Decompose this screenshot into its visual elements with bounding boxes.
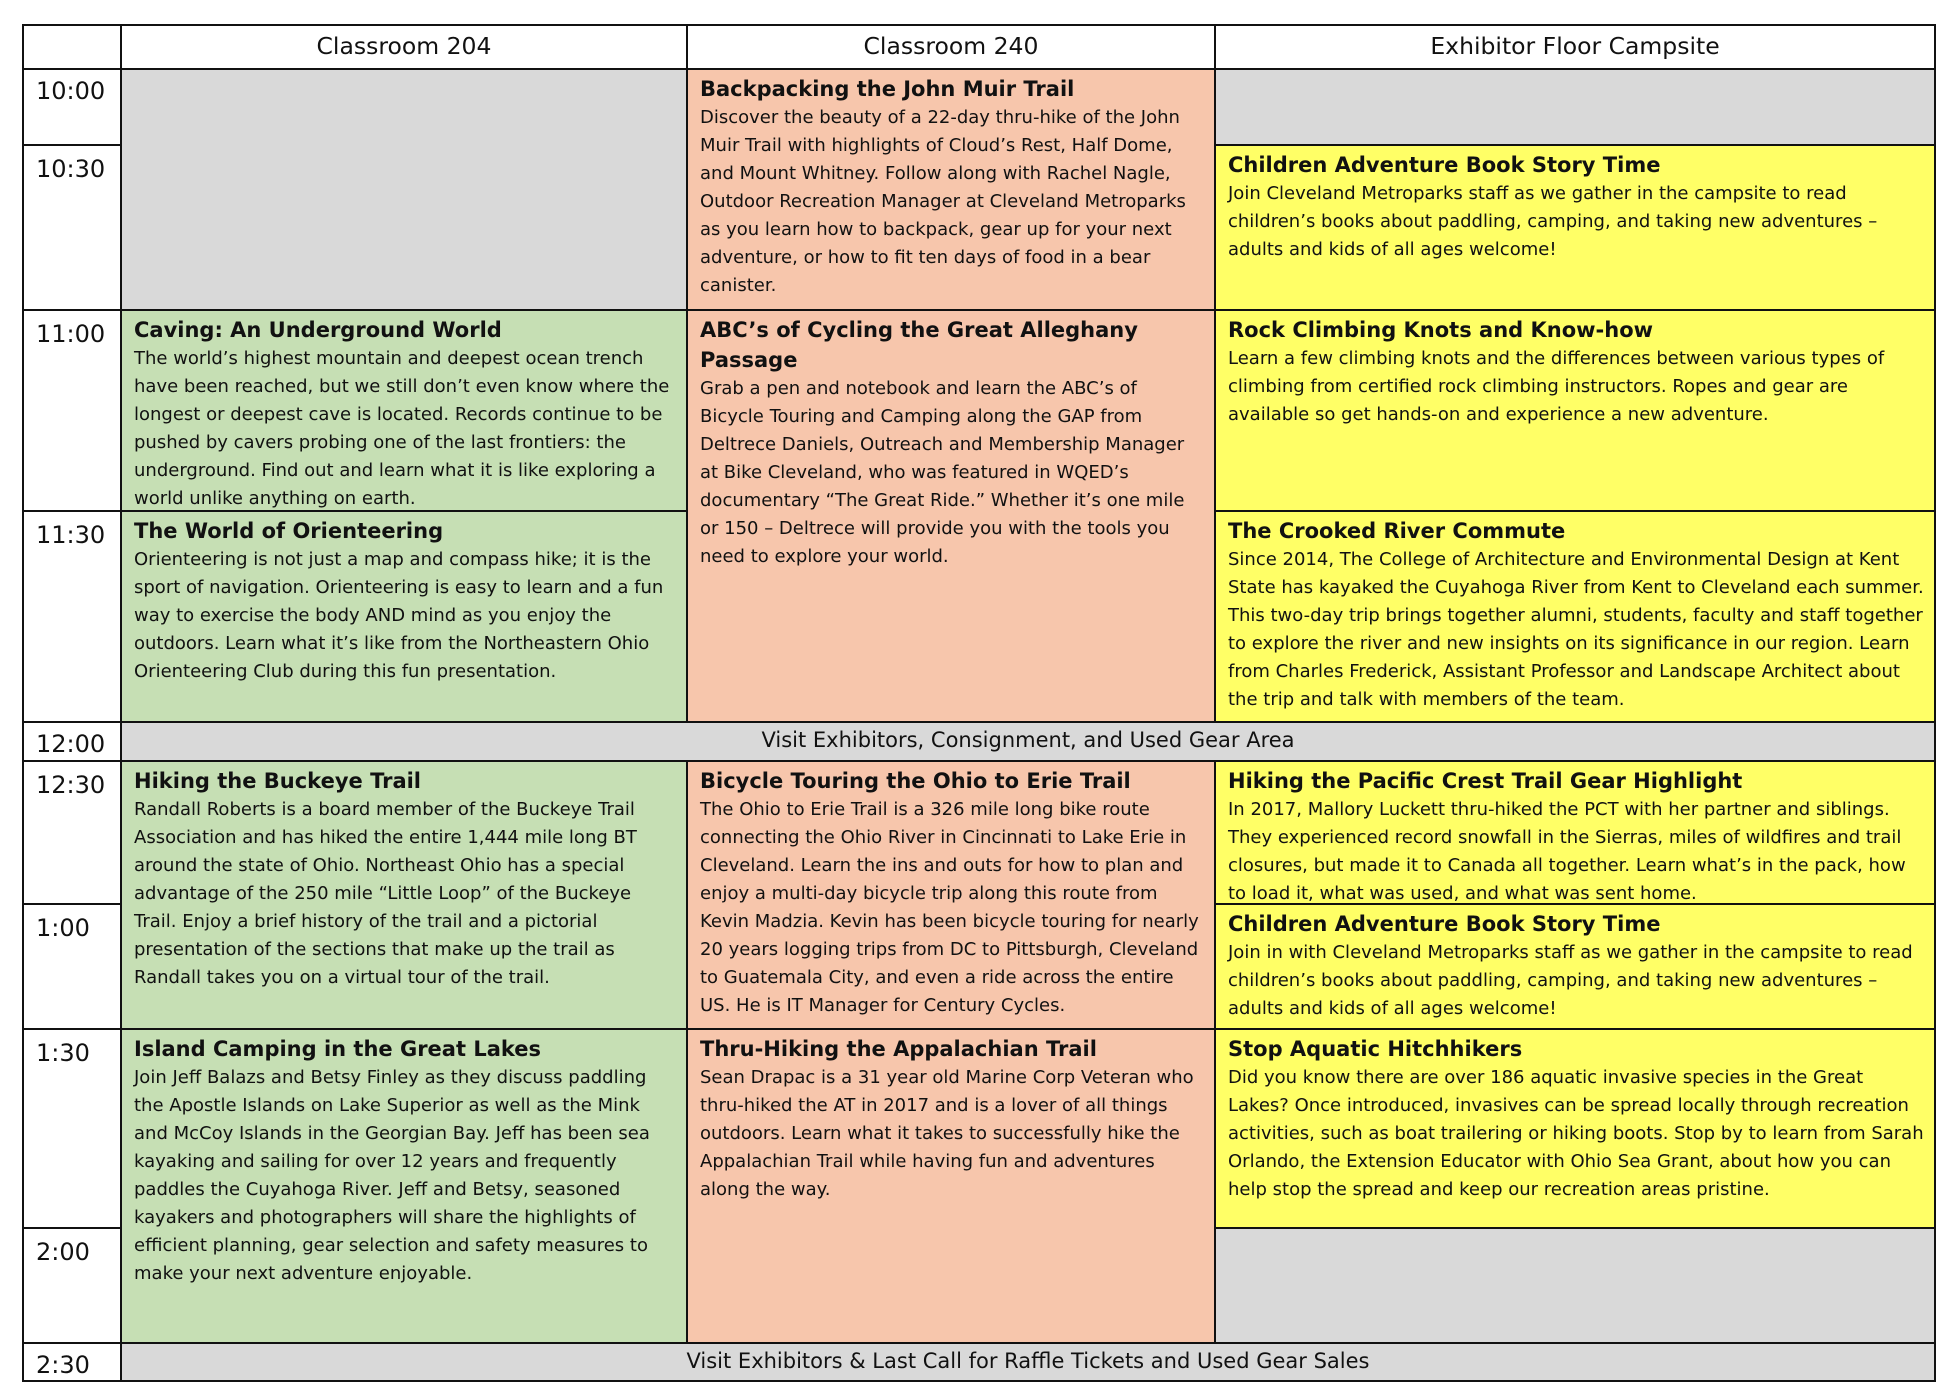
session-description: Since 2014, The College of Architecture and Environmental Design at Kent State has kayaked the Cuyahoga River from Kent to Cleveland each summer. This two-day trip brings together alumni, students, faculty and staff together to explore the river and new insights on its significance in our region. Learn from Charles Frederick, Assistant Professor and Landscape Architect about the trip and talk with members of the team. [1228,549,1924,710]
empty-slot [122,70,688,311]
session-description: Sean Drapac is a 31 year old Marine Corp Veteran who thru-hiked the AT in 2017 and is a lover of all things outdoors. Learn what it takes to successfully hike the Appalachian Trail while having fun and adventures along the way. [700,1067,1194,1200]
header-time-corner [24,26,122,70]
schedule-table [22,24,1936,1382]
session-island-camping [122,1030,688,1344]
session-title: The World of Orienteering [134,519,444,543]
empty-slot [1216,1229,1936,1344]
session-title: Hiking the Pacific Crest Trail Gear Highlight [1228,769,1743,793]
session-title: ABC’s of Cycling the Great Alleghany Passage [700,318,1138,372]
header-classroom-240: Classroom 240 [688,26,1216,70]
time-label: 10:00 [24,70,122,146]
time-label: 11:30 [24,512,122,723]
session-story-time [1216,146,1936,311]
session-title: Caving: An Underground World [134,318,502,342]
session-title: The Crooked River Commute [1228,519,1566,543]
session-orienteering [122,512,688,723]
session-title: Bicycle Touring the Ohio to Erie Trail [700,769,1131,793]
time-label: 12:00 [24,723,122,762]
time-label: 1:30 [24,1030,122,1229]
time-label: 1:00 [24,905,122,1030]
session-buckeye-trail [122,762,688,1030]
time-label: 11:00 [24,311,122,512]
empty-slot [1216,70,1936,146]
session-description: The Ohio to Erie Trail is a 326 mile long bike route connecting the Ohio River in Cincinnati to Lake Erie in Cleveland. Learn the ins and outs for how to plan and enjoy a multi-day bicycle trip along this route from Kevin Madzia. Kevin has been bicycle touring for nearly 20 years logging trips from DC to Pittsburgh, Cleveland to Guatemala City, and even a ride across the entire US. He is IT Manager for Century Cycles. [700,799,1199,1016]
session-title: Rock Climbing Knots and Know-how [1228,318,1654,342]
banner-closing: Visit Exhibitors & Last Call for Raffle Tickets and Used Gear Sales [122,1344,1936,1382]
time-label: 12:30 [24,762,122,905]
session-title: Children Adventure Book Story Time [1228,153,1661,177]
session-description: Did you know there are over 186 aquatic invasive species in the Great Lakes? Once introduced, invasives can be spread locally through recreation activities, such as boat trailering or hiking boots. Stop by to learn from Sarah Orlando, the Extension Educator with Ohio Sea Grant, about how you can help stop the spread and keep our recreation areas pristine. [1228,1067,1924,1200]
session-description: Orienteering is not just a map and compass hike; it is the sport of navigation. Orienteering is easy to learn and a fun way to exercise the body AND mind as you enjoy the outdoors. Learn what it’s like from the Northeastern Ohio Orienteering Club during this fun presentation. [134,549,664,682]
session-description: Join Cleveland Metroparks staff as we gather in the campsite to read children’s books about paddling, camping, and taking new adventures – adults and kids of all ages welcome! [1228,183,1878,260]
session-rock-climbing [1216,311,1936,512]
session-ohio-to-erie-trail [688,762,1216,1030]
session-crooked-river-commute [1216,512,1936,723]
session-description: Learn a few climbing knots and the differences between various types of climbing from certified rock climbing instructors. Ropes and gear are available so get hands-on and experience a new adventure. [1228,348,1885,425]
session-description: Discover the beauty of a 22-day thru-hike of the John Muir Trail with highlights of Cloud’s Rest, Half Dome, and Mount Whitney. Follow along with Rachel Nagle, Outdoor Recreation Manager at Cleveland Metroparks as you learn how to backpack, gear up for your next adventure, or how to fit ten days of food in a bear canister. [700,107,1186,296]
session-great-alleghany-passage [688,311,1216,723]
session-caving [122,311,688,512]
time-label: 10:30 [24,146,122,311]
session-description: Grab a pen and notebook and learn the ABC’s of Bicycle Touring and Camping along the GAP from Deltrece Daniels, Outreach and Membership Manager at Bike Cleveland, who was featured in WQED’s documentary “The Great Ride.” Whether it’s one mile or 150 – Deltrece will provide you with the tools you need to explore your world. [700,378,1185,567]
header-classroom-204: Classroom 204 [122,26,688,70]
session-pacific-crest-trail [1216,762,1936,905]
header-exhibitor-floor-campsite: Exhibitor Floor Campsite [1216,26,1936,70]
time-label: 2:00 [24,1229,122,1344]
session-title: Backpacking the John Muir Trail [700,77,1075,101]
session-title: Children Adventure Book Story Time [1228,912,1661,936]
session-story-time [1216,905,1936,1030]
session-title: Stop Aquatic Hitchhikers [1228,1037,1523,1061]
session-aquatic-hitchhikers [1216,1030,1936,1229]
session-description: In 2017, Mallory Luckett thru-hiked the PCT with her partner and siblings. They experienced record snowfall in the Sierras, miles of wildfires and trail closures, but made it to Canada all together. Learn what’s in the pack, how to load it, what was used, and what was sent home. [1228,799,1906,904]
session-description: The world’s highest mountain and deepest ocean trench have been reached, but we still don’t even know where the longest or deepest cave is located. Records continue to be pushed by cavers probing one of the last frontiers: the underground. Find out and learn what it is like exploring a world unlike anything on earth. [134,348,670,509]
session-title: Hiking the Buckeye Trail [134,769,422,793]
session-john-muir-trail [688,70,1216,311]
session-description: Randall Roberts is a board member of the Buckeye Trail Association and has hiked the entire 1,444 mile long BT around the state of Ohio. Northeast Ohio has a special advantage of the 250 mile “Little Loop” of the Buckeye Trail. Enjoy a brief history of the trail and a pictorial presentation of the sections that make up the trail as Randall takes you on a virtual tour of the trail. [134,799,637,988]
session-appalachian-trail [688,1030,1216,1344]
session-description: Join in with Cleveland Metroparks staff as we gather in the campsite to read children’s books about paddling, camping, and taking new adventures – adults and kids of all ages welcome! [1228,942,1913,1019]
banner-noon-break: Visit Exhibitors, Consignment, and Used Gear Area [122,723,1936,762]
time-label: 2:30 [24,1344,122,1382]
session-title: Island Camping in the Great Lakes [134,1037,542,1061]
session-description: Join Jeff Balazs and Betsy Finley as they discuss paddling the Apostle Islands on Lake Superior as well as the Mink and McCoy Islands in the Georgian Bay. Jeff has been sea kayaking and sailing for over 12 years and frequently paddles the Cuyahoga River. Jeff and Betsy, seasoned kayakers and photographers will share the highlights of efficient planning, gear selection and safety measures to make your next adventure enjoyable. [134,1067,650,1284]
session-title: Thru-Hiking the Appalachian Trail [700,1037,1097,1061]
